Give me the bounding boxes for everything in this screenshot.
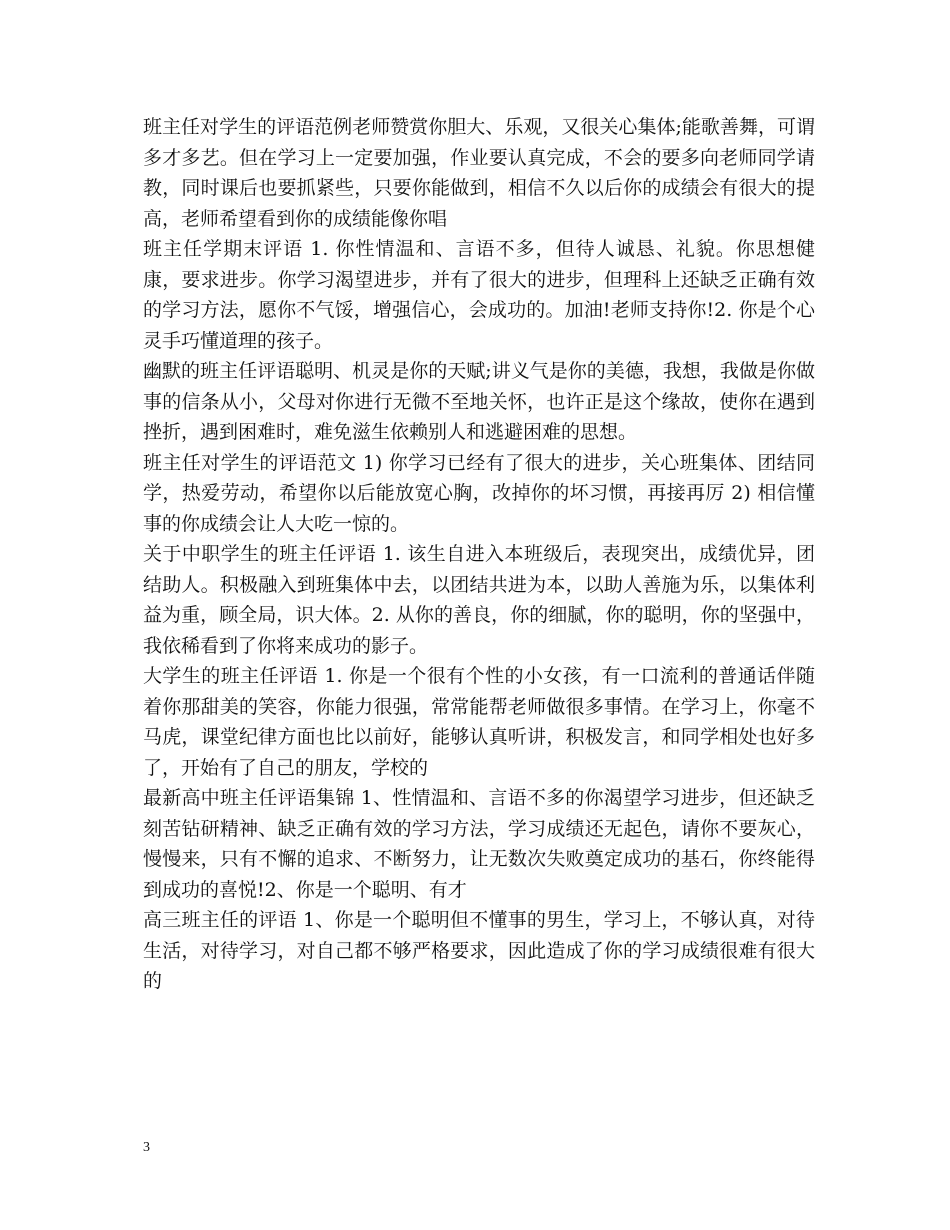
paragraph: 班主任学期末评语 1. 你性情温和、言语不多，但待人诚恳、礼貌。你思想健康，要求进步。你学习渴望进步，并有了很大的进步，但理科上还缺乏正确有效的学习方法，愿你不气馁，增强信心，会成功的。加油!老师支持你!2. 你是个心灵手巧懂道理的孩子。 [143, 238, 815, 352]
paragraph: 大学生的班主任评语 1. 你是一个很有个性的小女孩，有一口流利的普通话伴随着你那甜美的笑容，你能力很强，常常能帮老师做很多事情。在学习上，你毫不马虎，课堂纪律方面也比以前好，能够认真听讲，积极发言，和同学相处也好多了，开始有了自己的朋友，学校的 [143, 665, 815, 779]
paragraph: 高三班主任的评语 1、你是一个聪明但不懂事的男生，学习上，不够认真，对待生活，对待学习，对自己都不够严格要求，因此造成了你的学习成绩很难有很大的 [143, 909, 815, 992]
paragraph: 最新高中班主任评语集锦 1、性情温和、言语不多的你渴望学习进步，但还缺乏刻苦钻研精神、缺乏正确有效的学习方法，学习成绩还无起色，请你不要灰心，慢慢来，只有不懈的追求、不断努力，让无数次失败奠定成功的基石，你终能得到成功的喜悦!2、你是一个聪明、有才 [143, 787, 815, 901]
paragraph: 幽默的班主任评语聪明、机灵是你的天赋;讲义气是你的美德，我想，我做是你做事的信条从小，父母对你进行无微不至地关怀，也许正是这个缘故，使你在遇到挫折，遇到困难时，难免滋生依赖别人和逃避困难的思想。 [143, 360, 815, 443]
paragraph: 班主任对学生的评语范文 1) 你学习已经有了很大的进步，关心班集体、团结同学，热爱劳动，希望你以后能放宽心胸，改掉你的坏习惯，再接再厉 2) 相信懂事的你成绩会让人大吃一惊的。 [143, 451, 815, 535]
paragraph: 班主任对学生的评语范例老师赞赏你胆大、乐观，又很关心集体;能歌善舞，可谓多才多艺。但在学习上一定要加强，作业要认真完成，不会的要多向老师同学请教，同时课后也要抓紧些，只要你能做到，相信不久以后你的成绩会有很大的提高，老师希望看到你的成绩能像你唱 [143, 116, 815, 230]
page-number: 3 [143, 1140, 150, 1155]
document-body [143, 112, 815, 997]
paragraph: 关于中职学生的班主任评语 1. 该生自进入本班级后，表现突出，成绩优异，团结助人。积极融入到班集体中去，以团结共进为本，以助人善施为乐，以集体利益为重，顾全局，识大体。2. 从你的善良，你的细腻，你的聪明，你的坚强中，我依稀看到了你将来成功的影子。 [143, 543, 815, 657]
